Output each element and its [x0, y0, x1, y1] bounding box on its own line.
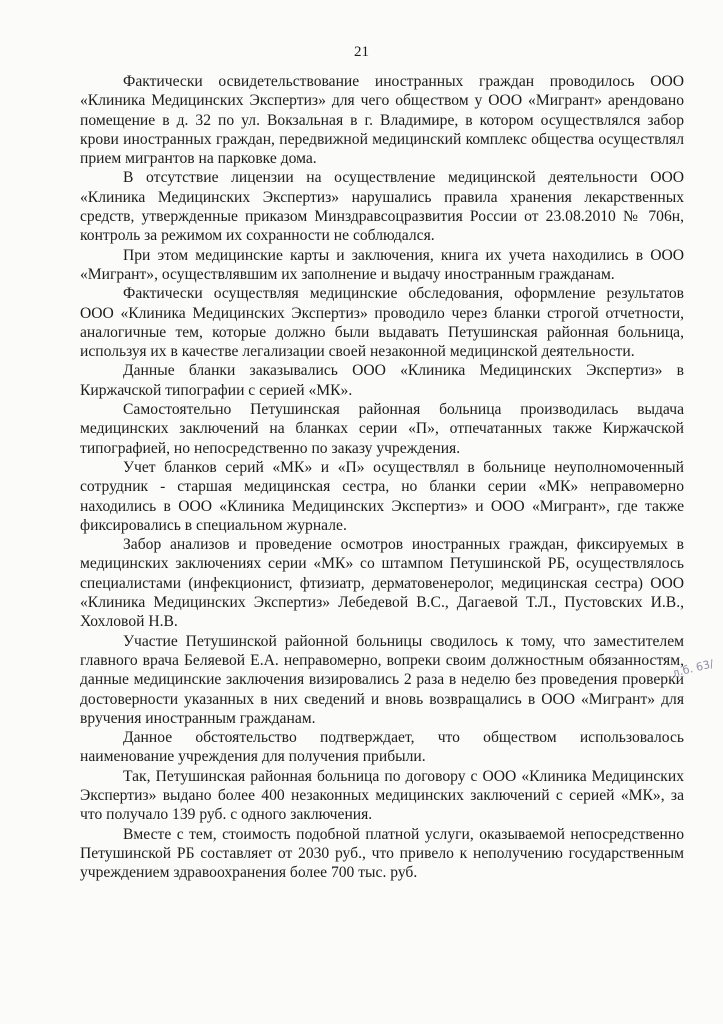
handwritten-margin-note: л.б. 63/ — [671, 657, 715, 680]
paragraph: Фактически осуществляя медицинские обследования, оформление результатов ООО «Клиника Медицинских Экспертиз» проводило через бланки строгой отчетности, аналогичные тем, которые должно были выдавать Петушинская районная больница, используя их в качестве легализации своей незаконной медицинской деятельности. — [80, 285, 684, 361]
page-number: 21 — [354, 44, 369, 60]
paragraph: Данное обстоятельство подтверждает, что обществом использовалось наименование учреждения для получения прибыли. — [80, 729, 684, 766]
paragraph: При этом медицинские карты и заключения, книга их учета находились в ООО «Мигрант», осуществлявшим их заполнение и выдачу иностранным гражданам. — [80, 246, 684, 283]
paragraph: В отсутствие лицензии на осуществление медицинской деятельности ООО «Клиника Медицинских Экспертиз» нарушались правила хранения лекарственных средств, утвержденные приказом Минздравсоцразвития России от 23.08.2010 № 706н, контроль за режимом их сохранности не соблюдался. — [80, 169, 684, 245]
paragraph: Забор анализов и проведение осмотров иностранных граждан, фиксируемых в медицинских заключениях серии «МК» со штампом Петушинской РБ, осуществлялось специалистами (инфекционист, фтизиатр, дерматовенеролог, медицинская сестра) ООО «Клиника Медицинских Экспертиз» Лебедевой В.С., Дагаевой Т.Л., Пустовских И.В., Хохловой Н.В. — [80, 536, 684, 631]
paragraph: Фактически освидетельствование иностранных граждан проводилось ООО «Клиника Медицинских Экспертиз» для чего обществом у ООО «Мигрант» арендовано помещение в д. 32 по ул. Вокзальная в г. Владимире, в котором осуществлялся забор крови иностранных граждан, передвижной медицинский комплекс общества осуществлял прием мигрантов на парковке дома. — [80, 73, 684, 168]
paragraph: Самостоятельно Петушинская районная больница производилась выдача медицинских заключений на бланках серии «П», отпечатанных также Киржачской типографией, но непосредственно по заказу учреждения. — [80, 401, 684, 457]
paragraph: Вместе с тем, стоимость подобной платной услуги, оказываемой непосредственно Петушинской РБ составляет от 2030 руб., что привело к неполучению государственным учреждением здравоохранения более 700 тыс. руб. — [80, 825, 684, 882]
document-body — [80, 72, 684, 882]
paragraph: Учет бланков серий «МК» и «П» осуществлял в больнице неуполномоченный сотрудник - старшая медицинская сестра, но бланки серии «МК» неправомерно находились в ООО «Клиника Медицинских Экспертиз» и ООО «Мигрант», где также фиксировались в специальном журнале. — [80, 458, 684, 534]
paragraph: Так, Петушинская районная больница по договору с ООО «Клиника Медицинских Экспертиз» выдано более 400 незаконных медицинских заключений с серией «МК», за что получало 139 руб. с одного заключения. — [80, 767, 684, 824]
paragraph: Участие Петушинской районной больницы сводилось к тому, что заместителем главного врача Беляевой Е.А. неправомерно, вопреки своим должностным обязанностям, данные медицинские заключения визировались 2 раза в неделю без проведения проверки достоверности указанных в них сведений и вновь возвращались в ООО «Мигрант» для вручения иностранным гражданам. — [80, 632, 684, 727]
paragraph: Данные бланки заказывались ООО «Клиника Медицинских Экспертиз» в Киржачской типографии с серией «МК». — [80, 362, 684, 399]
